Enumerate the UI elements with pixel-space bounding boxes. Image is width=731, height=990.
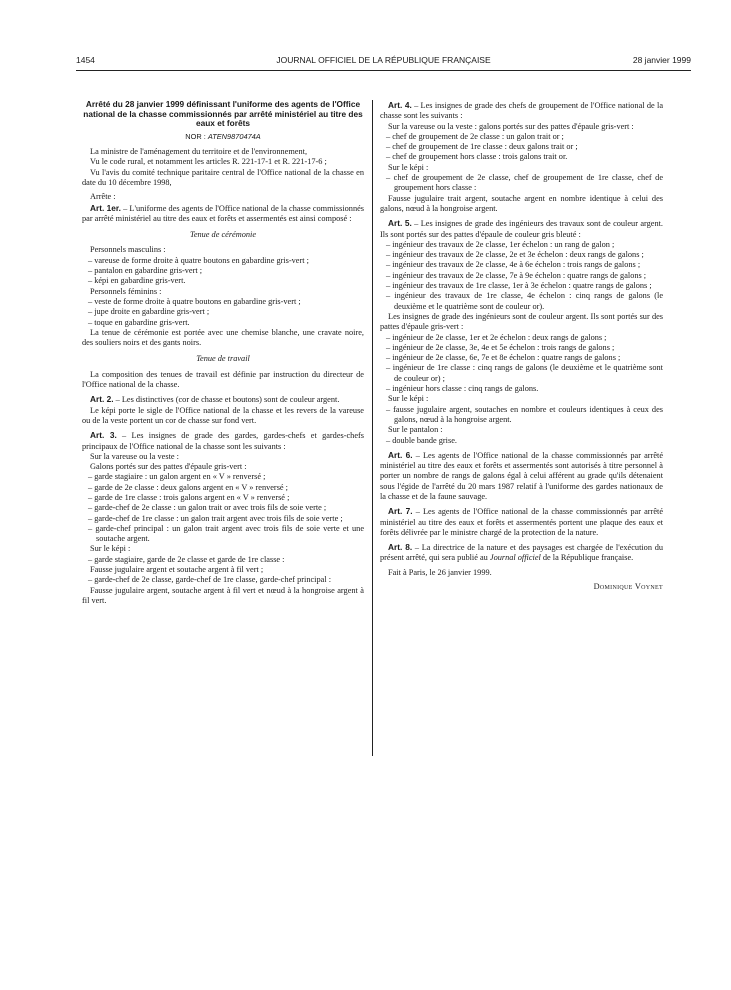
page-number: 1454 (76, 55, 95, 65)
list-item: – ingénieur hors classe : cinq rangs de galons. (386, 384, 539, 394)
list-label: Sur le képi : (388, 394, 429, 404)
article-text: – L'uniforme des agents de l'Office national de la chasse commissionnés par arrêté ministériel au titre des eaux et forêts et assermentés est ainsi composé : (82, 203, 364, 223)
paragraph: Fausse jugulaire argent, soutache argent à fil vert et nœud à la hongroise argent à fil vert. (82, 585, 364, 605)
article-label: Art. 7. (388, 506, 413, 517)
page-header (76, 55, 691, 69)
article-label: Art. 1er. (90, 202, 121, 213)
list-label: Sur le képi : (90, 544, 131, 554)
header-rule (76, 70, 691, 71)
list-item: – garde de 2e classe : deux galons argent en « V » renversé ; (88, 482, 288, 492)
journal-title: JOURNAL OFFICIEL DE LA RÉPUBLIQUE FRANÇAISE (276, 55, 491, 65)
paragraph: Fausse jugulaire argent et soutache argent à fil vert ; (90, 565, 264, 575)
list-item: – fausse jugulaire argent, soutaches en nombre et couleurs identiques à ceux des galons, nœud à la hongroise argent. (386, 404, 663, 424)
intro-line: La ministre de l'aménagement du territoire et de l'environnement, (90, 147, 308, 157)
list-item: – ingénieur des travaux de 1re classe, 4e échelon : cinq rangs de galons (le deuxième et le quatrième sont de couleur or). (386, 291, 663, 311)
list-item: – ingénieur des travaux de 2e classe, 1er échelon : un rang de galon ; (386, 239, 615, 249)
paragraph: La composition des tenues de travail est définie par instruction du directeur de l'Office national de la chasse. (82, 369, 364, 390)
list-item: – ingénieur de 2e classe, 6e, 7e et 8e échelon : quatre rangs de galons ; (386, 353, 621, 363)
left-column (82, 100, 364, 606)
decree-title: Arrêté du 28 janvier 1999 définissant l'uniforme des agents de l'Office national de la chasse commissionnés par arrêté ministériel au titre des eaux et forêts (83, 99, 363, 129)
section-heading: Tenue de travail (196, 354, 250, 364)
article-8 (380, 542, 663, 564)
list-item: – ingénieur des travaux de 2e classe, 4e à 6e échelon : trois rangs de galons ; (386, 260, 641, 270)
intro-line: Vu l'avis du comité technique paritaire central de l'Office national de la chasse en date du 10 décembre 1998, (82, 167, 364, 187)
section-heading: Tenue de cérémonie (189, 230, 257, 240)
article-text: – La directrice de la nature et des paysages est chargée de l'exécution du présent arrêté, qui sera publié au (380, 543, 663, 563)
nor-label: NOR : (185, 131, 206, 141)
list-item: – ingénieur des travaux de 2e classe, 2e et 3e échelon : deux rangs de galons ; (386, 250, 644, 260)
article-6 (380, 450, 663, 502)
list-item: – garde-chef de 2e classe : un galon trait or avec trois fils de soie verte ; (88, 503, 327, 513)
issue-date: 28 janvier 1999 (632, 55, 691, 65)
list-item: – garde-chef de 1re classe : un galon trait argent avec trois fils de soie verte ; (88, 513, 343, 523)
article-label: Art. 3. (90, 430, 117, 441)
right-column (380, 100, 663, 592)
signatory: Dominique Voynet (593, 582, 663, 592)
paragraph: Fausse jugulaire trait argent, soutache argent en nombre identique à celui des galons, nœud à la hongroise argent. (380, 193, 663, 213)
list-item: – garde stagiaire, garde de 2e classe et garde de 1re classe : (88, 554, 285, 564)
list-item: – ingénieur des travaux de 2e classe, 7e à 9e échelon : quatre rangs de galons ; (386, 270, 647, 280)
list-item: – double bande grise. (386, 435, 457, 445)
list-item: – garde de 1re classe : trois galons argent en « V » renversé ; (88, 492, 290, 502)
list-item: – képi en gabardine gris-vert. (88, 276, 186, 286)
list-item: – ingénieur des travaux de 1re classe, 1er à 3e échelon : quatre rangs de galons ; (386, 281, 652, 291)
list-label: Sur le pantalon : (388, 425, 443, 435)
list-item: – chef de groupement de 2e classe : un galon trait or ; (386, 131, 564, 141)
nor-reference (82, 132, 364, 142)
article-text: – Les agents de l'Office national de la chasse commissionnés par arrêté ministériel au titre des eaux et forêts et assermentés portent une plaque des eaux et forêts délivrée par le ministre chargé de la protection de la nature. (380, 507, 664, 537)
article-3 (82, 430, 364, 452)
article-2 (82, 394, 364, 405)
arrete-line: Arrête : (90, 192, 116, 202)
list-label: Sur la vareuse ou la veste : galons portés sur des pattes d'épaule gris-vert : (388, 121, 634, 131)
list-item: – toque en gabardine gris-vert. (88, 317, 190, 327)
article-label: Art. 2. (90, 394, 114, 405)
paragraph: Les insignes de grade des ingénieurs sont de couleur argent. Ils sont portés sur des pattes d'épaule gris-vert : (380, 311, 663, 332)
list-item: – ingénieur de 2e classe, 1er et 2e échelon : deux rangs de galons ; (386, 332, 607, 342)
list-item: – garde-chef principal : un galon trait argent avec trois fils de soie verte et une soutache argent. (88, 523, 364, 544)
article-text: – Les insignes de grade des gardes, gardes-chefs et gardes-chefs principaux de l'Office national de la chasse sont les suivants : (82, 431, 364, 451)
list-label: Sur la vareuse ou la veste : (90, 451, 179, 461)
article-label: Art. 6. (388, 449, 413, 460)
article-1 (82, 203, 364, 225)
list-label: Galons portés sur des pattes d'épaule gris-vert : (90, 462, 247, 472)
journal-name: Journal officiel (489, 553, 541, 563)
list-item: – chef de groupement hors classe : trois galons trait or. (386, 152, 568, 162)
list-item: – ingénieur de 1re classe : cinq rangs de galons (le deuxième et le quatrième sont de couleur or) ; (386, 363, 663, 383)
list-item: – veste de forme droite à quatre boutons en gabardine gris-vert ; (88, 296, 301, 306)
list-item: – jupe droite en gabardine gris-vert ; (88, 307, 210, 317)
list-item: – pantalon en gabardine gris-vert ; (88, 266, 203, 276)
paragraph: La tenue de cérémonie est portée avec une chemise blanche, une cravate noire, des souliers noirs et des gants noirs. (82, 327, 364, 348)
article-4 (380, 100, 663, 122)
list-label: Personnels féminins : (90, 286, 162, 296)
intro-line: Vu le code rural, et notamment les articles R. 221-17-1 et R. 221-17-6 ; (90, 157, 327, 167)
paragraph: Le képi porte le sigle de l'Office national de la chasse et les revers de la vareuse ou de la veste portent un cor de chasse sur fond vert. (82, 405, 364, 425)
article-text: – Les insignes de grade des ingénieurs des travaux sont de couleur argent. Ils sont portés sur des pattes d'épaule de couleur gris bleuté : (380, 219, 663, 239)
list-label: Personnels masculins : (90, 245, 166, 255)
article-7 (380, 506, 663, 538)
article-label: Art. 8. (388, 542, 413, 553)
article-text: – Les agents de l'Office national de la chasse commissionnés par arrêté ministériel au titre des eaux et forêts et assermentés sont autorisés à titre personnel à porter un nombre de rangs de galons égal à celui afférent au grade qu'ils détenaient sous l'égide de l'arrêté du 20 mars 1987 relatif à l'uniforme des gardes nationaux de la chasse et de la faune sauvage. (380, 450, 664, 501)
list-item: – chef de groupement de 1re classe : deux galons trait or ; (386, 142, 578, 152)
list-label: Sur le képi : (388, 162, 429, 172)
article-text: de la République française. (540, 553, 634, 563)
list-item: – garde stagiaire : un galon argent en « V » renversé ; (88, 472, 266, 482)
list-item: – chef de groupement de 2e classe, chef de groupement de 1re classe, chef de groupement hors classe : (386, 173, 663, 193)
article-label: Art. 4. (388, 100, 412, 110)
article-text: – Les distinctives (cor de chasse et boutons) sont de couleur argent. (113, 395, 340, 405)
list-item: – garde-chef de 2e classe, garde-chef de 1re classe, garde-chef principal : (88, 575, 332, 585)
article-label: Art. 5. (388, 218, 412, 229)
list-item: – vareuse de forme droite à quatre boutons en gabardine gris-vert ; (88, 255, 309, 265)
nor-code: ATEN9870474A (207, 131, 261, 141)
signing-place-date: Fait à Paris, le 26 janvier 1999. (388, 567, 492, 577)
article-text: – Les insignes de grade des chefs de groupement de l'Office national de la chasse sont les suivants : (380, 101, 664, 121)
column-separator (372, 100, 373, 756)
article-5 (380, 218, 663, 240)
list-item: – ingénieur de 2e classe, 3e, 4e et 5e échelon : trois rangs de galons ; (386, 342, 615, 352)
